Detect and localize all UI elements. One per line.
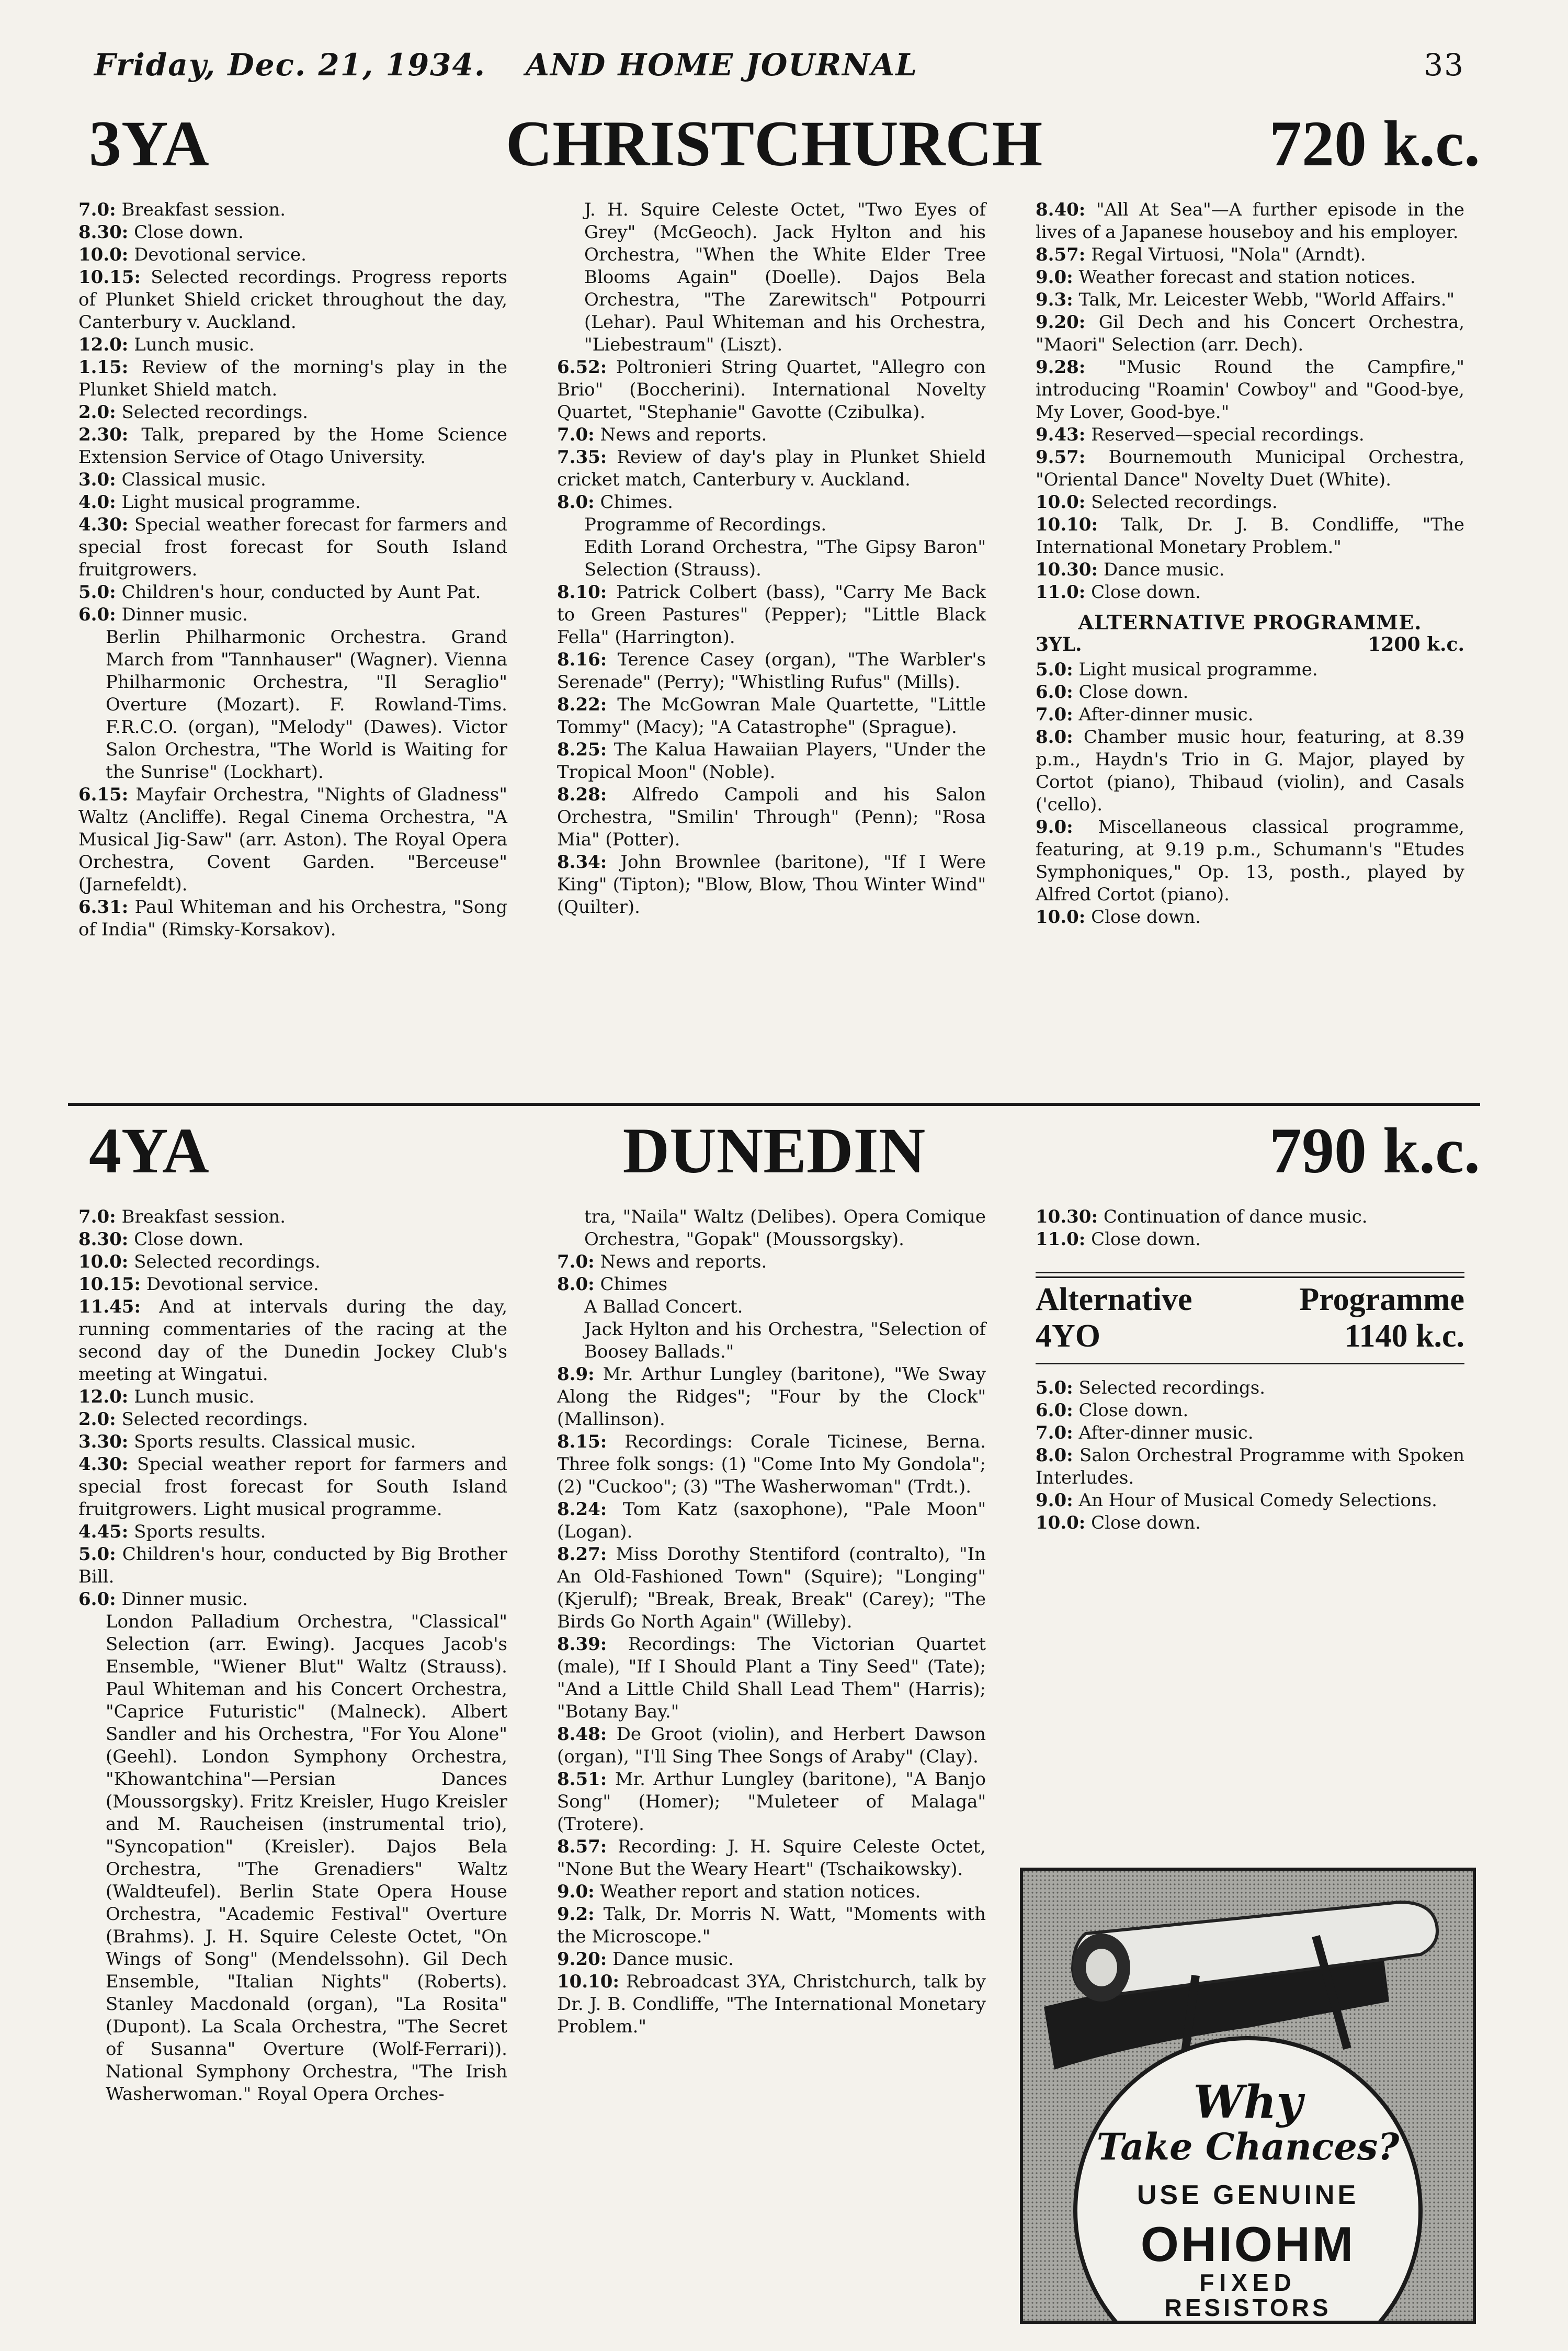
station-code: 3YA — [89, 108, 209, 179]
entry-time: 4.0: — [78, 492, 116, 513]
programme-entry — [557, 851, 986, 919]
entry-time: 4.30: — [78, 1454, 129, 1475]
programme-entry — [1036, 514, 1464, 559]
entry-description: "Music Round the Campfire," introducing "Roamin' Cowboy" and "Good-bye, My Lover, Good-bye." — [1036, 357, 1464, 423]
entry-description: Bournemouth Municipal Orchestra, "Oriental Dance" Novelty Duet (White). — [1036, 447, 1464, 490]
entry-time: 7.0: — [78, 199, 116, 220]
entry-time: 8.39: — [557, 1634, 607, 1655]
entry-time: 8.9: — [557, 1364, 595, 1385]
station-code: 4YA — [89, 1115, 209, 1186]
programme-entry — [1036, 559, 1464, 581]
programme-entry — [78, 1206, 507, 1228]
entry-description: Close down. — [1078, 682, 1189, 703]
programme-entry — [1036, 1228, 1464, 1251]
entry-description: tra, "Naila" Waltz (Delibes). Opera Comique Orchestra, "Gopak" (Moussorgsky). — [584, 1206, 986, 1250]
entry-time: 8.0: — [557, 492, 595, 513]
programme-entry — [78, 1386, 507, 1408]
entry-description: The McGowran Male Quartette, "Little Tommy" (Macy); "A Catastrophe" (Sprague). — [557, 694, 986, 738]
entry-time: 6.0: — [1036, 1400, 1073, 1421]
programme-entry — [78, 1453, 507, 1521]
programme-entry — [557, 784, 986, 851]
entry-time: 7.0: — [1036, 1422, 1073, 1443]
programme-column-2 — [557, 199, 986, 919]
programme-entry — [557, 1971, 986, 2038]
programme-entry — [78, 221, 507, 244]
programme-entry — [557, 694, 986, 739]
ad-brand-name: OHIOHM — [1140, 2217, 1356, 2271]
alternative-label: Alternative — [1036, 1282, 1192, 1317]
station-city: CHRISTCHURCH — [505, 108, 1043, 179]
programme-entry — [78, 1611, 507, 2106]
programme-entry — [78, 581, 507, 604]
programme-entry — [1036, 289, 1464, 311]
programme-entry — [1036, 446, 1464, 491]
entry-description: A Ballad Concert. — [584, 1296, 743, 1317]
entry-description: London Palladium Orchestra, "Classical" Selection (arr. Ewing). Jacques Jacob's Ensemble, "Wiener Blut" Waltz (Strauss). Paul Whiteman and his Concert Orchestra, "Caprice Futuristic" (Malneck). Albert Sandler and his Orchestra, "For You Alone" (Geehl). London Symphony Orchestra, "Khowantchina"—Persian Dances (Moussorgsky). Fritz Kreisler, Hugo Kreisler and M. Raucheisen (instrumental trio), "Syncopation" (Kreisler). Dajos Bela Orchestra, "The Grenadiers" Waltz (Waldteufel). Berlin State Opera House Orchestra, "Academic Festival" Overture (Brahms). J. H. Squire Celeste Octet, "On Wings of Song" (Mendelssohn). Gil Dech Ensemble, "Italian Nights" (Roberts). Stanley Macdonald (organ), "La Rosita" (Dupont). La Scala Orchestra, "The Secret of Susanna" Overture (Wolf-Ferrari)). National Symphony Orchestra, "The Irish Washerwoman." Royal Opera Orches- — [106, 1611, 507, 2105]
entry-description: Salon Orchestral Programme with Spoken Interludes. — [1036, 1445, 1464, 1488]
programme-entry — [557, 199, 986, 356]
alternative-station-row — [1036, 634, 1464, 659]
entry-description: Recording: J. H. Squire Celeste Octet, "None But the Weary Heart" (Tschaikowsky). — [557, 1836, 986, 1880]
entry-time: 5.0: — [78, 1544, 116, 1565]
entry-description: Light musical programme. — [121, 492, 361, 513]
entry-description: Tom Katz (saxophone), "Pale Moon" (Logan). — [557, 1499, 986, 1542]
programme-entry — [557, 446, 986, 491]
programme-column-3 — [1036, 1206, 1464, 1534]
programme-column-1 — [78, 1206, 507, 2106]
entry-time: 9.20: — [1036, 312, 1086, 333]
programme-entry — [557, 1296, 986, 1318]
entry-time: 7.0: — [1036, 704, 1073, 725]
entry-description: Breakfast session. — [121, 1206, 286, 1227]
entry-description: Continuation of dance music. — [1103, 1206, 1368, 1227]
programme-entry — [557, 1318, 986, 1363]
programme-entry — [78, 199, 507, 221]
programme-column-3 — [1036, 199, 1464, 929]
programme-entry — [78, 244, 507, 266]
entry-time: 10.0: — [78, 244, 129, 265]
entry-time: 10.15: — [78, 267, 141, 288]
entry-time: 1.15: — [78, 357, 129, 378]
programme-entry — [557, 1836, 986, 1881]
programme-entry — [1036, 1512, 1464, 1534]
programme-entry — [78, 1588, 507, 1611]
journal-title: AND HOME JOURNAL — [526, 47, 918, 83]
entry-description: Close down. — [1078, 1400, 1189, 1421]
entry-description: Lunch music. — [134, 334, 255, 355]
programme-entry — [1036, 681, 1464, 704]
entry-description: De Groot (violin), and Herbert Dawson (organ), "I'll Sing Thee Songs of Araby" (Clay). — [557, 1724, 986, 1767]
programme-entry — [557, 1206, 986, 1251]
programme-entry — [557, 1273, 986, 1296]
station-city: DUNEDIN — [622, 1115, 926, 1186]
programme-entry — [557, 1363, 986, 1431]
entry-time: 8.51: — [557, 1769, 607, 1790]
entry-time: 2.30: — [78, 424, 129, 445]
entry-time: 9.57: — [1036, 447, 1086, 468]
entry-description: Close down. — [1091, 1229, 1201, 1250]
entry-description: Programme of Recordings. — [584, 514, 827, 535]
entry-description: "All At Sea"—A further episode in the lives of a Japanese houseboy and his employer. — [1036, 199, 1465, 243]
programme-label: Programme — [1299, 1282, 1464, 1317]
station-banner — [68, 105, 1480, 194]
entry-time: 10.0: — [1036, 1512, 1086, 1533]
entry-time: 4.30: — [78, 514, 129, 535]
box-rule — [1036, 1276, 1464, 1278]
entry-time: 8.48: — [557, 1724, 607, 1745]
entry-description: Talk, Dr. J. B. Condliffe, "The International Monetary Problem." — [1036, 514, 1465, 558]
programme-entry — [557, 649, 986, 694]
entry-description: Talk, prepared by the Home Science Extension Service of Otago University. — [78, 424, 508, 468]
entry-time: 9.20: — [557, 1949, 607, 1970]
entry-time: 6.0: — [78, 604, 116, 625]
alternative-station-frequency: 1200 k.c. — [1368, 634, 1464, 655]
entry-time: 4.45: — [78, 1521, 129, 1542]
page-number: 33 — [1424, 47, 1464, 83]
programme-entry — [557, 514, 986, 536]
entry-time: 8.0: — [1036, 1445, 1073, 1466]
entry-time: 8.34: — [557, 852, 607, 873]
entry-description: Classical music. — [121, 469, 266, 490]
entry-description: Selected recordings. — [1091, 492, 1278, 513]
entry-time: 12.0: — [78, 1386, 129, 1407]
entry-description: Review of day's play in Plunket Shield cricket match, Canterbury v. Auckland. — [557, 447, 986, 490]
entry-description: Dance music. — [1103, 559, 1225, 580]
entry-time: 9.0: — [1036, 1490, 1073, 1511]
programme-entry — [78, 1521, 507, 1543]
programme-entry — [1036, 199, 1464, 244]
ohiohm-advertisement — [1020, 1868, 1476, 2324]
entry-description: Close down. — [1091, 1512, 1201, 1533]
entry-description: Jack Hylton and his Orchestra, "Selection of Boosey Ballads." — [584, 1319, 986, 1362]
programme-entry — [78, 401, 507, 424]
entry-description: Berlin Philharmonic Orchestra. Grand March from "Tannhauser" (Wagner). Vienna Philharmonic Orchestra, "Il Seraglio" Overture (Mozart). F. Rowland-Tims. F.R.C.O. (organ), "Melody" (Dawes). Victor Salon Orchestra, "The World is Waiting for the Sunrise" (Lockhart). — [106, 627, 507, 783]
entry-time: 8.40: — [1036, 199, 1086, 220]
entry-description: An Hour of Musical Comedy Selections. — [1078, 1490, 1437, 1511]
programme-entry — [78, 896, 507, 941]
programme-entry — [78, 469, 507, 491]
entry-time: 9.28: — [1036, 357, 1086, 378]
entry-time: 8.22: — [557, 694, 607, 715]
entry-time: 11.45: — [78, 1296, 141, 1317]
entry-time: 6.0: — [1036, 682, 1073, 703]
station-section-3ya — [68, 105, 1480, 1083]
programme-entry — [1036, 311, 1464, 356]
entry-description: Lunch music. — [134, 1386, 255, 1407]
programme-entry — [1036, 726, 1464, 816]
programme-entry — [557, 491, 986, 514]
programme-entry — [1036, 906, 1464, 929]
programme-entry — [557, 536, 986, 581]
entry-description: News and reports. — [600, 1251, 767, 1272]
entry-time: 8.24: — [557, 1499, 607, 1520]
programme-entry — [557, 739, 986, 784]
entry-time: 8.10: — [557, 582, 607, 603]
programme-entry — [78, 1543, 507, 1588]
entry-time: 8.30: — [78, 1229, 129, 1250]
entry-time: 7.0: — [78, 1206, 116, 1227]
entry-time: 3.0: — [78, 469, 116, 490]
entry-description: Devotional service. — [146, 1274, 319, 1295]
entry-description: Selected recordings. — [121, 402, 309, 423]
ad-headline-why: Why — [1193, 2076, 1303, 2129]
entry-description: Special weather forecast for farmers and special frost forecast for South Island fruitgrowers. — [78, 514, 507, 580]
programme-entry — [78, 514, 507, 581]
entry-time: 9.0: — [1036, 267, 1073, 288]
entry-time: 10.0: — [78, 1251, 129, 1272]
programme-entry — [557, 1543, 986, 1633]
entry-description: After-dinner music. — [1078, 704, 1254, 725]
alternative-station-code: 4YO — [1036, 1318, 1100, 1354]
entry-time: 10.0: — [1036, 907, 1086, 928]
entry-description: Weather report and station notices. — [600, 1881, 921, 1902]
programme-entry — [1036, 244, 1464, 266]
programme-entry — [557, 424, 986, 446]
ad-use-genuine: USE GENUINE — [1137, 2180, 1359, 2210]
entry-time: 8.30: — [78, 222, 129, 243]
programme-entry — [78, 356, 507, 401]
entry-time: 10.0: — [1036, 492, 1086, 513]
entry-time: 2.0: — [78, 402, 116, 423]
programme-entry — [557, 1251, 986, 1273]
entry-description: Review of the morning's play in the Plunket Shield match. — [78, 357, 507, 400]
programme-entry — [1036, 581, 1464, 604]
entry-description: Close down. — [1091, 582, 1201, 603]
entry-time: 12.0: — [78, 334, 129, 355]
entry-description: Special weather report for farmers and special frost forecast for South Island fruitgrowers. Light musical programme. — [78, 1454, 508, 1520]
entry-description: Chimes. — [600, 492, 673, 513]
entry-description: Chimes — [600, 1274, 668, 1295]
entry-time: 2.0: — [78, 1409, 116, 1430]
issue-date: Friday, Dec. 21, 1934. — [94, 47, 486, 83]
entry-description: After-dinner music. — [1078, 1422, 1254, 1443]
programme-entry — [557, 1903, 986, 1948]
entry-time: 7.0: — [557, 424, 595, 445]
entry-time: 9.2: — [557, 1904, 595, 1925]
entry-description: Mr. Arthur Lungley (baritone), "We Sway Along the Ridges"; "Four by the Clock" (Mallinson). — [557, 1364, 986, 1430]
entry-time: 8.57: — [557, 1836, 607, 1857]
station-banner — [68, 1112, 1480, 1201]
programme-entry — [78, 1228, 507, 1251]
entry-description: Selected recordings. — [121, 1409, 309, 1430]
programme-entry — [78, 1251, 507, 1273]
entry-time: 5.0: — [78, 582, 116, 603]
alternative-station-code: 3YL. — [1036, 634, 1082, 655]
entry-time: 10.30: — [1036, 1206, 1098, 1227]
entry-description: Patrick Colbert (bass), "Carry Me Back to Green Pastures" (Pepper); "Little Black Fella" (Harrington). — [557, 582, 986, 648]
entry-time: 5.0: — [1036, 659, 1073, 680]
programme-entry — [78, 334, 507, 356]
station-frequency: 790 k.c. — [1269, 1115, 1480, 1186]
entry-time: 8.27: — [557, 1544, 607, 1565]
programme-entry — [78, 784, 507, 896]
programme-entry — [557, 356, 986, 424]
entry-time: 9.3: — [1036, 289, 1073, 310]
entry-description: Gil Dech and his Concert Orchestra, "Maori" Selection (arr. Dech). — [1036, 312, 1465, 355]
entry-time: 7.35: — [557, 447, 607, 468]
entry-time: 8.15: — [557, 1431, 607, 1452]
programme-entry — [78, 491, 507, 514]
programme-entry — [78, 604, 507, 626]
entry-time: 5.0: — [1036, 1377, 1073, 1398]
entry-description: Dance music. — [612, 1949, 734, 1970]
entry-time: 8.0: — [1036, 727, 1073, 748]
entry-description: Reserved—special recordings. — [1091, 424, 1365, 445]
programme-entry — [557, 1948, 986, 1971]
entry-description: Talk, Dr. Morris N. Watt, "Moments with the Microscope." — [557, 1904, 986, 1947]
entry-description: Sports results. — [134, 1521, 266, 1542]
entry-description: Edith Lorand Orchestra, "The Gipsy Baron" Selection (Strauss). — [584, 537, 986, 580]
entry-time: 10.30: — [1036, 559, 1098, 580]
entry-description: Dinner music. — [121, 604, 248, 625]
alternative-station-frequency: 1140 k.c. — [1344, 1318, 1464, 1354]
entry-time: 9.43: — [1036, 424, 1086, 445]
programme-entry — [1036, 1422, 1464, 1444]
entry-time: 6.15: — [78, 784, 129, 805]
box-rule — [1036, 1363, 1464, 1364]
entry-description: Talk, Mr. Leicester Webb, "World Affairs." — [1078, 289, 1455, 310]
entry-description: Weather forecast and station notices. — [1078, 267, 1416, 288]
entry-description: Children's hour, conducted by Big Brother Bill. — [78, 1544, 507, 1587]
programme-entry — [78, 1431, 507, 1453]
programme-entry — [1036, 1377, 1464, 1399]
entry-time: 9.0: — [557, 1881, 595, 1902]
entry-description: Light musical programme. — [1078, 659, 1318, 680]
programme-entry — [1036, 356, 1464, 424]
entry-description: Recordings: Corale Ticinese, Berna. Three folk songs: (1) "Come Into My Gondola"; (2) "Cuckoo"; (3) "The Washerwoman" (Trdt.). — [557, 1431, 986, 1497]
entry-description: News and reports. — [600, 424, 767, 445]
programme-entry — [78, 1408, 507, 1431]
programme-column-1 — [78, 199, 507, 941]
programme-entry — [557, 1768, 986, 1836]
entry-description: Miss Dorothy Stentiford (contralto), "In An Old-Fashioned Town" (Squire); "Longing" (Kjerulf); "Break, Break, Break" (Carey); "The Birds Go North Again" (Willeby). — [557, 1544, 986, 1632]
entry-time: 8.28: — [557, 784, 607, 805]
entry-time: 10.15: — [78, 1274, 141, 1295]
entry-description: Selected recordings. — [1078, 1377, 1266, 1398]
entry-description: Close down. — [134, 222, 244, 243]
entry-time: 11.0: — [1036, 582, 1086, 603]
entry-description: Close down. — [1091, 907, 1201, 928]
entry-time: 3.30: — [78, 1431, 129, 1452]
station-frequency: 720 k.c. — [1269, 108, 1480, 179]
entry-time: 6.0: — [78, 1589, 116, 1610]
entry-description: Rebroadcast 3YA, Christchurch, talk by Dr. J. B. Condliffe, "The International Monetary Problem." — [557, 1971, 986, 2037]
programme-entry — [557, 1881, 986, 1903]
programme-entry — [1036, 1206, 1464, 1228]
entry-description: Alfredo Campoli and his Salon Orchestra, "Smilin' Through" (Penn); "Rosa Mia" (Potter). — [557, 784, 986, 850]
programme-entry — [78, 1273, 507, 1296]
programme-entry — [557, 581, 986, 649]
entry-time: 6.31: — [78, 897, 129, 918]
entry-description: Close down. — [134, 1229, 244, 1250]
programme-column-2 — [557, 1206, 986, 2038]
entry-time: 7.0: — [557, 1251, 595, 1272]
section-divider — [68, 1103, 1480, 1106]
entry-description: Children's hour, conducted by Aunt Pat. — [121, 582, 481, 603]
entry-description: J. H. Squire Celeste Octet, "Two Eyes of Grey" (McGeoch). Jack Hylton and his Orchestra, "When the White Elder Tree Blooms Again" (Doelle). Dajos Bela Orchestra, "The Zarewitsch" Potpourri (Lehar). Paul Whiteman and his Orchestra, "Liebestraum" (Liszt). — [584, 199, 986, 355]
programme-entry — [78, 626, 507, 784]
programme-entry — [78, 266, 507, 334]
entry-time: 8.16: — [557, 649, 607, 670]
alternative-programme-heading — [1036, 1281, 1464, 1360]
entry-description: Terence Casey (organ), "The Warbler's Serenade" (Perry); "Whistling Rufus" (Mills). — [557, 649, 986, 693]
ad-resistors: RESISTORS — [1164, 2294, 1332, 2321]
entry-description: Selected recordings. — [134, 1251, 321, 1272]
entry-description: Mayfair Orchestra, "Nights of Gladness" Waltz (Ancliffe). Regal Cinema Orchestra, "A Musical Jig-Saw" (arr. Aston). The Royal Opera Orchestra, Covent Garden. "Berceuse" (Jarnefeldt). — [78, 784, 507, 895]
programme-entry — [1036, 659, 1464, 681]
programme-entry — [557, 1498, 986, 1543]
running-head — [94, 47, 1464, 89]
entry-time: 8.0: — [557, 1274, 595, 1295]
programme-entry — [1036, 1399, 1464, 1422]
programme-entry — [557, 1723, 986, 1768]
programme-entry — [1036, 491, 1464, 514]
entry-description: Devotional service. — [134, 244, 306, 265]
entry-description: The Kalua Hawaiian Players, "Under the Tropical Moon" (Noble). — [557, 739, 986, 783]
entry-description: Sports results. Classical music. — [134, 1431, 416, 1452]
programme-entry — [557, 1431, 986, 1498]
entry-description: Selected recordings. Progress reports of Plunket Shield cricket throughout the day, Canterbury v. Auckland. — [78, 267, 507, 333]
entry-description: Miscellaneous classical programme, featuring, at 9.19 p.m., Schumann's "Etudes Symphoniques," Op. 13, posth., played by Alfred Cortot (piano). — [1036, 817, 1464, 905]
programme-entry — [78, 424, 507, 469]
ad-fixed: FIXED — [1199, 2269, 1297, 2296]
entry-time: 10.10: — [557, 1971, 620, 1992]
programme-entry — [557, 1633, 986, 1723]
entry-time: 8.25: — [557, 739, 607, 760]
entry-time: 11.0: — [1036, 1229, 1086, 1250]
alternative-programme-heading: ALTERNATIVE PROGRAMME. — [1078, 611, 1422, 634]
box-rule — [1036, 1272, 1464, 1273]
programme-entry — [1036, 816, 1464, 906]
programme-entry — [1036, 1489, 1464, 1512]
ad-headline-take-chances: Take Chances? — [1096, 2125, 1400, 2168]
entry-description: Mr. Arthur Lungley (baritone), "A Banjo Song" (Homer); "Muleteer of Malaga" (Trotere). — [557, 1769, 986, 1835]
entry-time: 8.57: — [1036, 244, 1086, 265]
entry-description: Poltronieri String Quartet, "Allegro con Brio" (Boccherini). International Novelty Quartet, "Stephanie" Gavotte (Czibulka). — [557, 357, 986, 423]
entry-description: And at intervals during the day, running commentaries of the racing at the second day of the Dunedin Jockey Club's meeting at Wingatui. — [78, 1296, 507, 1385]
entry-description: John Brownlee (baritone), "If I Were King" (Tipton); "Blow, Blow, Thou Winter Wind" (Quilter). — [557, 852, 986, 918]
entry-description: Dinner music. — [121, 1589, 248, 1610]
entry-description: Breakfast session. — [121, 199, 286, 220]
programme-entry — [1036, 266, 1464, 289]
entry-time: 10.10: — [1036, 514, 1098, 535]
programme-entry — [78, 1296, 507, 1386]
entry-description: Chamber music hour, featuring, at 8.39 p.m., Haydn's Trio in G. Major, played by Cortot (piano), Thibaud (violin), and Casals ('cello). — [1036, 727, 1464, 815]
entry-description: Paul Whiteman and his Orchestra, "Song of India" (Rimsky-Korsakov). — [78, 897, 507, 940]
programme-entry — [1036, 704, 1464, 726]
entry-description: Regal Virtuosi, "Nola" (Arndt). — [1091, 244, 1366, 265]
programme-entry — [1036, 1444, 1464, 1489]
programme-entry — [1036, 424, 1464, 446]
entry-description: Recordings: The Victorian Quartet (male), "If I Should Plant a Tiny Seed" (Tate); "And a Little Child Shall Lead Them" (Harris); "Botany Bay." — [557, 1634, 986, 1722]
entry-time: 9.0: — [1036, 817, 1073, 838]
entry-time: 6.52: — [557, 357, 607, 378]
